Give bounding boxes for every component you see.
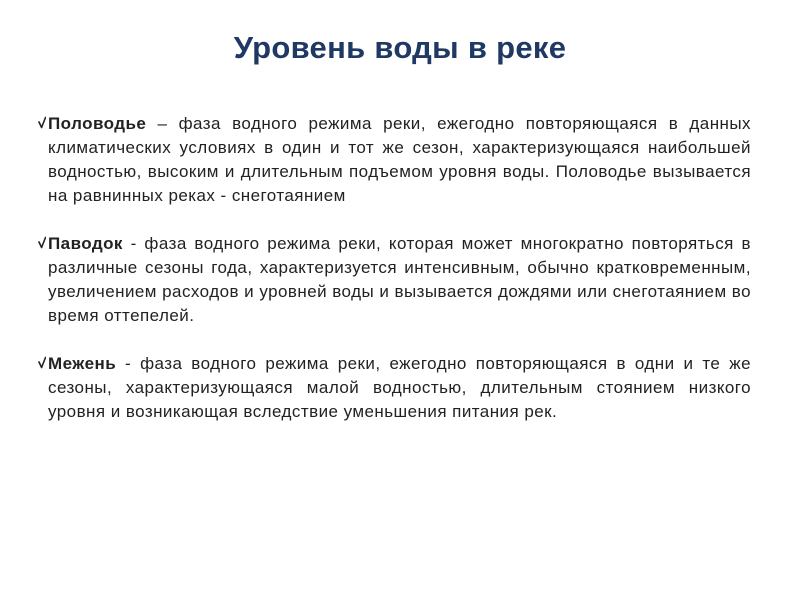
definition-text: - фаза водного режима реки, которая может многократно повторяться в различные сезоны года, характеризуется интенсивным, обычно кратковременным, увеличением расходов и уровней воды и вызывается дождями или снеготаянием во время оттепелей. — [48, 234, 751, 325]
definition-item-polovodye — [48, 112, 751, 208]
term-label: Паводок — [48, 234, 123, 253]
checkmark-bullet-icon — [38, 236, 46, 250]
definition-item-mezhen — [48, 352, 751, 424]
definition-text: – фаза водного режима реки, ежегодно повторяющаяся в данных климатических условиях в один и тот же сезон, характеризующаяся наибольшей водностью, высоким и длительным подъемом уровня воды. Половодье вызывается на равнинных реках - снеготаянием — [48, 114, 751, 205]
term-label: Половодье — [48, 114, 147, 133]
slide-title: Уровень воды в реке — [233, 30, 567, 65]
definition-text: - фаза водного режима реки, ежегодно повторяющаяся в одни и те же сезоны, характеризующаяся малой водностью, длительным стоянием низкого уровня и возникающая вследствие уменьшения питания рек. — [48, 354, 751, 421]
term-label: Межень — [48, 354, 117, 373]
checkmark-bullet-icon — [38, 356, 46, 370]
checkmark-bullet-icon — [38, 116, 46, 130]
definition-list — [48, 112, 751, 424]
definition-item-pavodok — [48, 232, 751, 328]
